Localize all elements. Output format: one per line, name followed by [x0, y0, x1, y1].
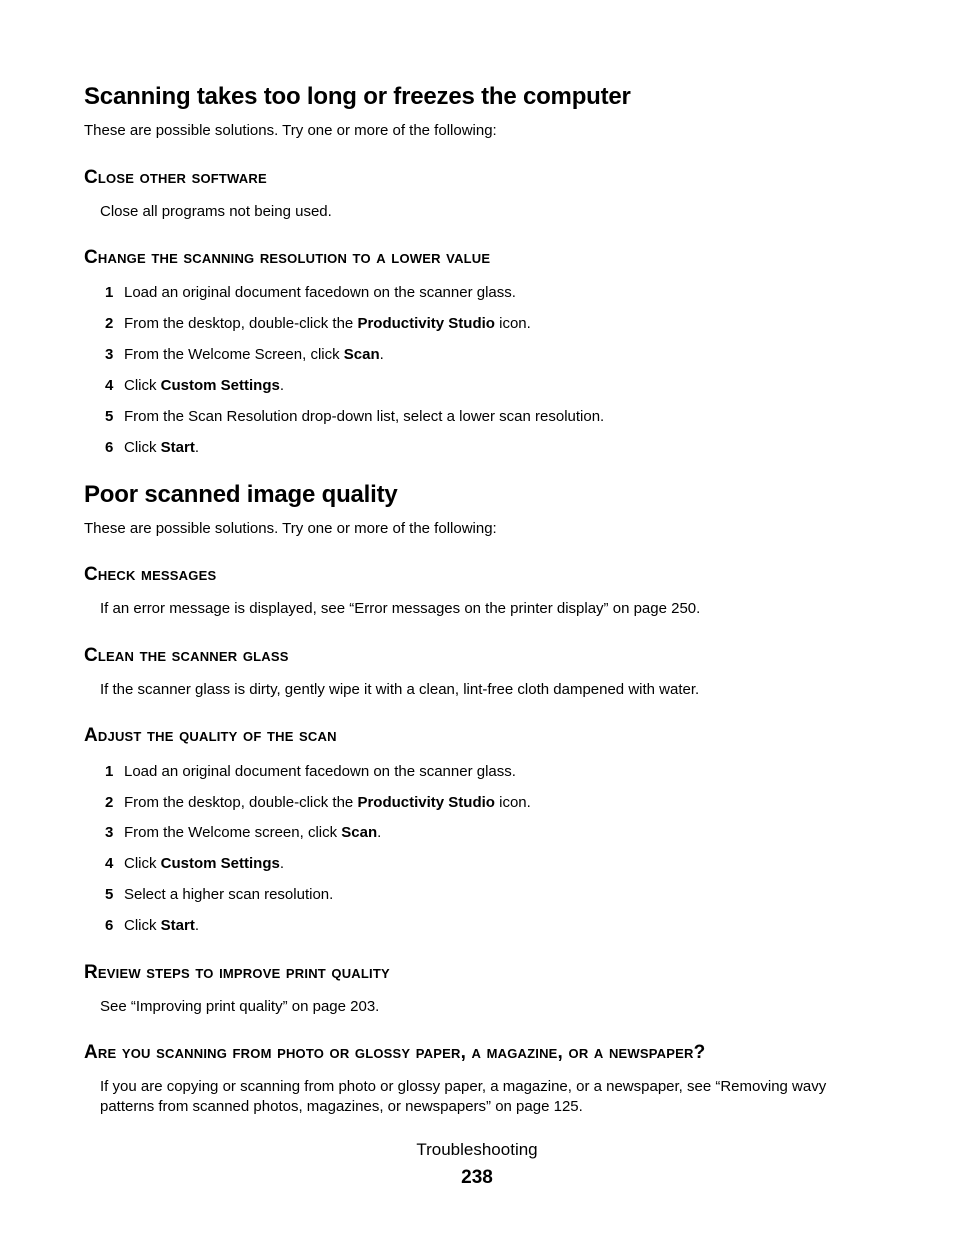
step-text-end: icon.	[494, 315, 531, 332]
step-text: Load an original document facedown on the scanner glass.	[124, 284, 516, 301]
section-intro: These are possible solutions. Try one or more of the following:	[84, 122, 497, 139]
step-item	[100, 886, 333, 903]
step-text: From the desktop, double-click the	[124, 794, 358, 811]
subsection-text-line: patterns from scanned photos, magazines, or newspapers” on page 125.	[100, 1098, 583, 1115]
subsection-heading: Adjust the quality of the scan	[84, 725, 337, 746]
step-number: 5	[105, 886, 114, 903]
subsection-heading: Close other software	[84, 167, 267, 188]
step-item	[100, 315, 531, 332]
step-bold-text: Scan	[341, 824, 378, 841]
step-text: Click	[124, 439, 161, 456]
step-number: 6	[105, 439, 114, 456]
step-item	[100, 855, 284, 872]
step-text-end: .	[377, 824, 382, 841]
footer-page-number: 238	[461, 1167, 493, 1188]
subsection-text: Close all programs not being used.	[100, 203, 332, 220]
section-intro: These are possible solutions. Try one or more of the following:	[84, 520, 497, 537]
step-item	[100, 346, 384, 363]
step-item	[100, 284, 516, 301]
step-number: 4	[105, 855, 114, 872]
subsection-text: See “Improving print quality” on page 203.	[100, 998, 380, 1015]
subsection-heading: Check messages	[84, 564, 217, 585]
step-text-end: icon.	[494, 794, 531, 811]
step-text: Click	[124, 855, 161, 872]
step-item	[100, 824, 381, 841]
section-title: Scanning takes too long or freezes the computer	[84, 83, 631, 110]
footer-chapter-title: Troubleshooting	[416, 1140, 538, 1159]
step-text: From the Welcome screen, click	[124, 824, 342, 841]
step-bold-text: Custom Settings	[160, 855, 280, 872]
step-item	[100, 439, 199, 456]
step-item	[100, 763, 516, 780]
step-text-end: .	[194, 439, 200, 456]
step-text: From the Scan Resolution drop-down list, select a lower scan resolution.	[124, 408, 605, 425]
step-bold-text: Scan	[343, 346, 380, 363]
step-number: 4	[105, 377, 114, 394]
subsection-heading: Change the scanning resolution to a lower value	[84, 247, 491, 268]
subsection-heading: Clean the scanner glass	[84, 645, 289, 666]
step-number: 3	[105, 346, 114, 363]
step-bold-text: Custom Settings	[160, 377, 280, 394]
step-text: Load an original document facedown on the scanner glass.	[124, 763, 516, 780]
step-number: 2	[105, 315, 114, 332]
step-text: From the desktop, double-click the	[124, 315, 358, 332]
step-bold-text: Productivity Studio	[357, 315, 495, 332]
step-bold-text: Start	[160, 439, 195, 456]
subsection-text: If an error message is displayed, see “Error messages on the printer display” on page 250.	[100, 600, 701, 617]
step-number: 5	[105, 408, 114, 425]
step-bold-text: Productivity Studio	[357, 794, 495, 811]
step-item	[100, 377, 284, 394]
step-number: 2	[105, 794, 114, 811]
step-number: 1	[105, 284, 114, 301]
step-text-end: .	[194, 917, 200, 934]
step-number: 6	[105, 917, 114, 934]
step-text-end: .	[279, 855, 285, 872]
step-number: 3	[105, 824, 114, 841]
step-text: Click	[124, 917, 161, 934]
step-text: Select a higher scan resolution.	[124, 886, 334, 903]
step-item	[100, 917, 199, 934]
step-number: 1	[105, 763, 114, 780]
step-bold-text: Start	[160, 917, 195, 934]
subsection-heading: Review steps to improve print quality	[84, 962, 390, 983]
section-title: Poor scanned image quality	[84, 481, 398, 508]
step-item	[100, 794, 531, 811]
step-text-end: .	[379, 346, 384, 363]
subsection-heading: Are you scanning from photo or glossy paper, a magazine, or a newspaper?	[84, 1042, 706, 1063]
step-text: From the Welcome Screen, click	[124, 346, 344, 363]
step-text: Click	[124, 377, 161, 394]
subsection-text: If the scanner glass is dirty, gently wipe it with a clean, lint-free cloth dampened with water.	[100, 681, 700, 698]
step-text-end: .	[279, 377, 285, 394]
subsection-text-line: If you are copying or scanning from photo or glossy paper, a magazine, or a newspaper, see “Removing wavy	[100, 1078, 827, 1095]
step-item	[100, 408, 604, 425]
